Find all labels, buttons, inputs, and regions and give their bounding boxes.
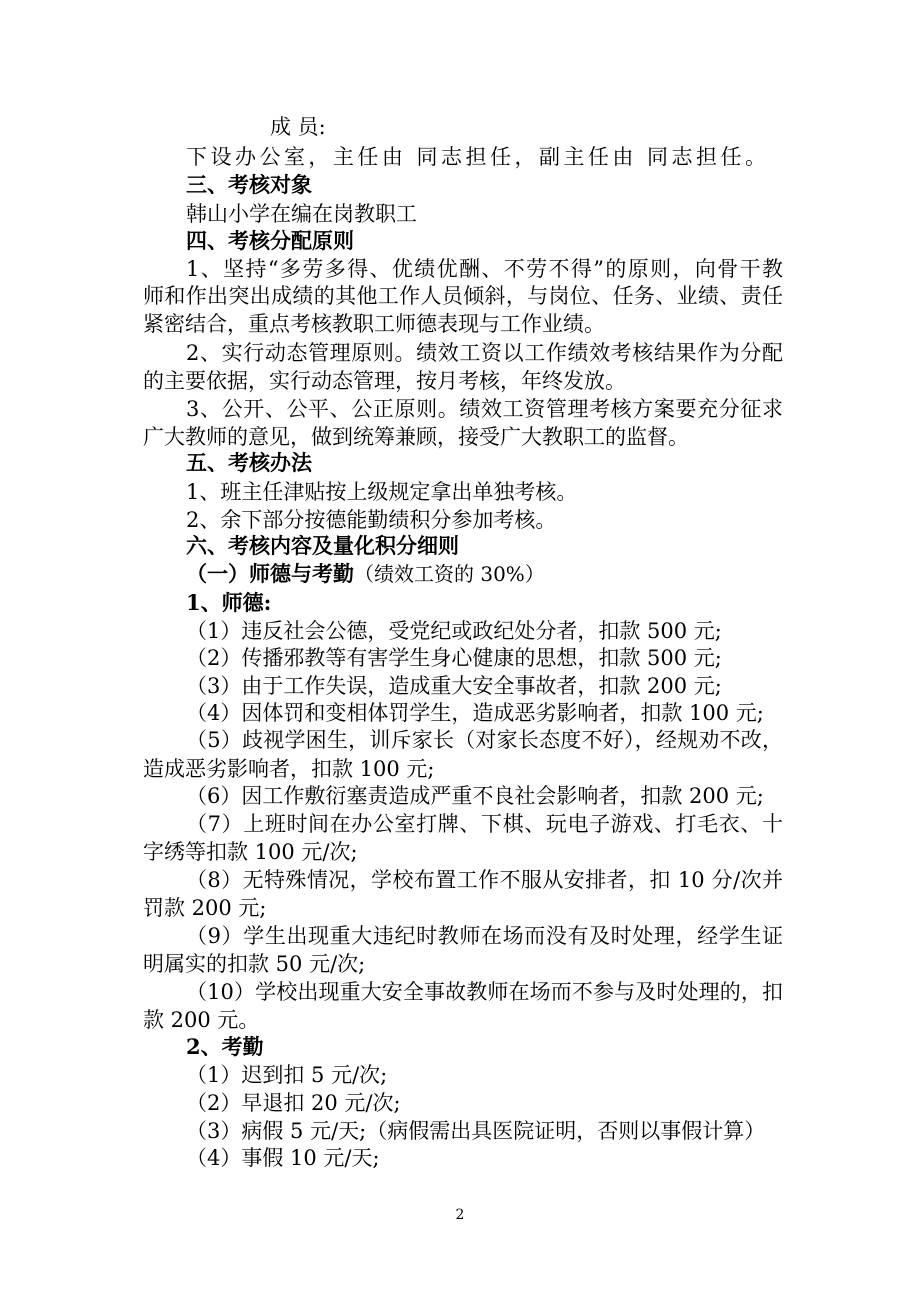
list-item-continuation: 款 200 元。 (143, 1008, 260, 1032)
paragraph-line: 师和作出突出成绩的其他工作人员倾斜，与岗位、任务、业绩、责任 (143, 284, 783, 308)
paragraph-line: 韩山小学在编在岗教职工 (186, 202, 417, 226)
members-line: 成 员: (270, 115, 326, 139)
page-number: 2 (455, 1207, 465, 1223)
section-heading-4: 四、考核分配原则 (186, 228, 354, 253)
item-heading-attendance: 2、考勤 (186, 1034, 264, 1059)
item-heading-ethics: 1、师德: (186, 590, 272, 615)
list-item: （6）因工作敷衍塞责造成严重不良社会影响者，扣款 200 元; (186, 784, 764, 808)
list-item: （10）学校出现重大安全事故教师在场而不参与及时处理的，扣 (186, 980, 783, 1004)
section-heading-6: 六、考核内容及量化积分细则 (186, 533, 459, 558)
list-item: （2）传播邪教等有害学生身心健康的思想，扣款 500 元; (186, 646, 722, 670)
office-line: 下设办公室，主任由 同志担任，副主任由 同志担任。 (186, 145, 766, 169)
paragraph-line: 2、余下部分按德能勤绩积分参加考核。 (186, 508, 557, 532)
list-item: （4）因体罚和变相体罚学生，造成恶劣影响者，扣款 100 元; (186, 701, 764, 725)
paragraph-line: 广大教师的意见，做到统筹兼顾，接受广大教职工的监督。 (143, 425, 689, 449)
list-item: （1）违反社会公德，受党纪或政纪处分者，扣款 500 元; (186, 619, 722, 643)
paragraph-line: 2、实行动态管理原则。绩效工资以工作绩效考核结果作为分配 (186, 341, 783, 365)
list-item-continuation: 罚款 200 元; (143, 896, 267, 920)
subsection-heading: （一）师德与考勤 (186, 561, 354, 586)
list-item-continuation: 造成恶劣影响者，扣款 100 元; (143, 757, 435, 781)
list-item: （2）早退扣 20 元/次; (186, 1091, 401, 1115)
section-heading-5: 五、考核办法 (186, 450, 312, 475)
list-item: （1）迟到扣 5 元/次; (186, 1063, 388, 1087)
subsection-heading-line (186, 559, 826, 589)
list-item: （9）学生出现重大违纪时教师在场而没有及时处理，经学生证 (186, 924, 783, 948)
list-item: （3）由于工作失误，造成重大安全事故者，扣款 200 元; (186, 674, 722, 698)
list-item: （7）上班时间在办公室打牌、下棋、玩电子游戏、打毛衣、十 (186, 812, 783, 836)
paragraph-line: 紧密结合，重点考核教职工师德表现与工作业绩。 (143, 312, 605, 336)
list-item-continuation: 字绣等扣款 100 元/次; (143, 840, 358, 864)
section-heading-3: 三、考核对象 (186, 172, 312, 197)
paragraph-line: 的主要依据，实行动态管理，按月考核，年终发放。 (143, 369, 626, 393)
list-item: （3）病假 5 元/天;（病假需出具医院证明，否则以事假计算） (186, 1119, 766, 1143)
list-item: （8）无特殊情况，学校布置工作不服从安排者，扣 10 分/次并 (186, 868, 783, 892)
list-item: （4）事假 10 元/天; (186, 1146, 380, 1170)
list-item-continuation: 明属实的扣款 50 元/次; (143, 952, 366, 976)
list-item: （5）歧视学困生，训斥家长（对家长态度不好），经规劝不改， (186, 728, 783, 752)
paragraph-line: 3、公开、公平、公正原则。绩效工资管理考核方案要充分征求 (186, 397, 783, 421)
paragraph-line: 1、班主任津贴按上级规定拿出单独考核。 (186, 480, 578, 504)
paragraph-line: 1、坚持“多劳多得、优绩优酬、不劳不得”的原则，向骨干教 (186, 257, 783, 281)
subsection-note: （绩效工资的 30%） (354, 562, 545, 586)
